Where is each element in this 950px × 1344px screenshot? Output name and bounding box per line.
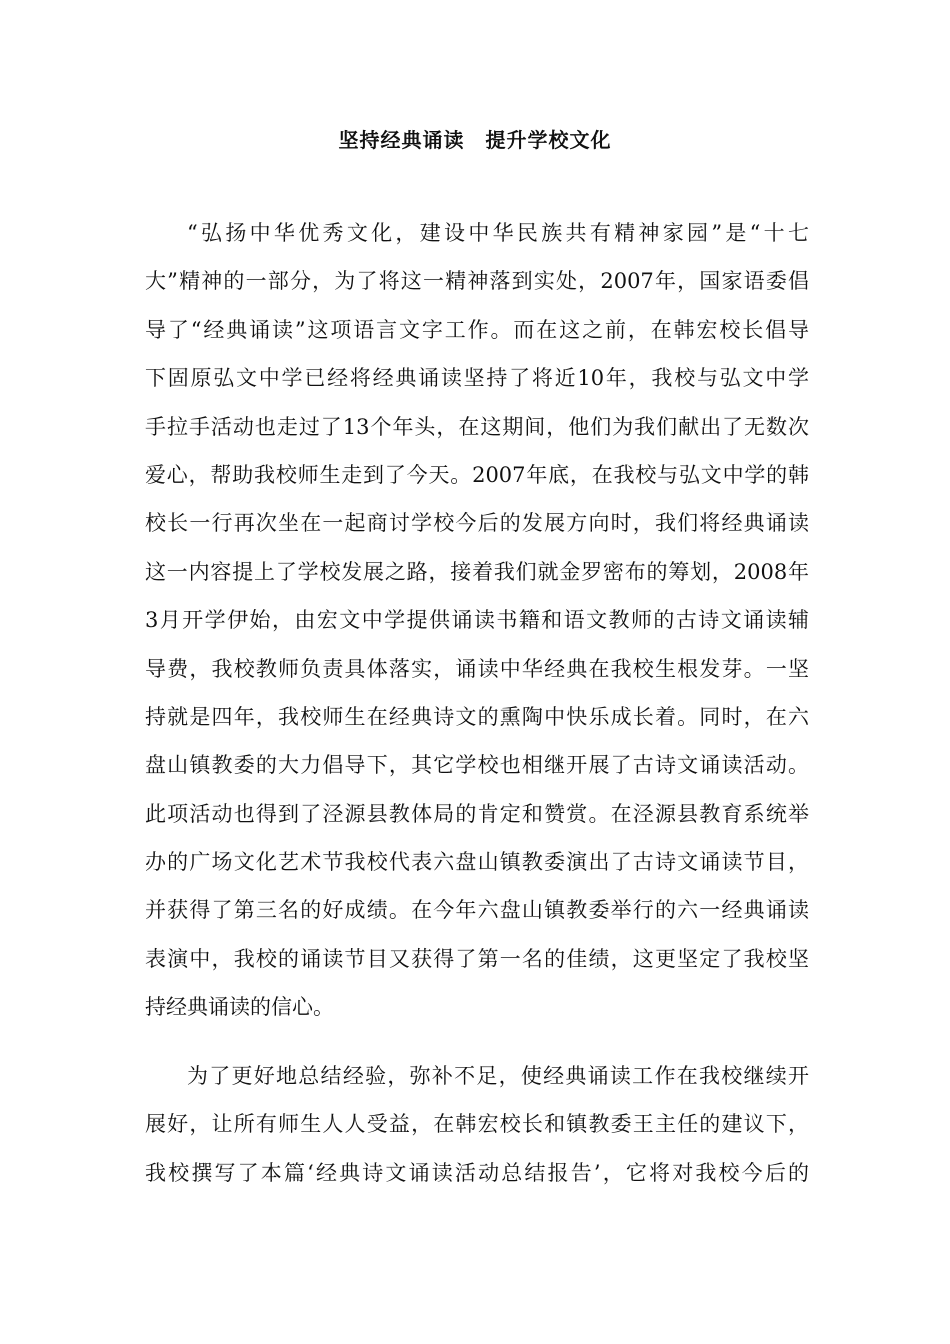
paragraph-line: 导了“经典诵读”这项语言文字工作。而在这之前，在韩宏校长倡导 (145, 317, 809, 342)
paragraph-line: 此项活动也得到了泾源县教体局的肯定和赞赏。在泾源县教育系统举 (145, 801, 809, 826)
paragraph-line: 导费，我校教师负责具体落实，诵读中华经典在我校生根发芽。一坚 (145, 656, 809, 681)
document-title: 坚持经典诵读 提升学校文化 (338, 128, 612, 152)
paragraph-line: 展好，让所有师生人人受益，在韩宏校长和镇教委王主任的建议下， (145, 1112, 809, 1137)
paragraph-2 (145, 1052, 809, 1197)
paragraph-line: 为了更好地总结经验，弥补不足，使经典诵读工作在我校继续开 (187, 1064, 809, 1088)
paragraph-line: 大”精神的一部分，为了将这一精神落到实处，2007年，国家语委倡 (145, 269, 809, 294)
paragraph-line: 下固原弘文中学已经将经典诵读坚持了将近10年，我校与弘文中学 (145, 366, 809, 391)
paragraph-line: 盘山镇教委的大力倡导下，其它学校也相继开展了古诗文诵读活动。 (145, 753, 809, 778)
paragraph-line: 3月开学伊始，由宏文中学提供诵读书籍和语文教师的古诗文诵读辅 (145, 608, 809, 633)
paragraph-1 (145, 209, 809, 1032)
paragraph-line: 手拉手活动也走过了13个年头，在这期间，他们为我们献出了无数次 (145, 414, 809, 439)
paragraph-line: 这一内容提上了学校发展之路，接着我们就金罗密布的筹划，2008年 (145, 559, 809, 584)
paragraph-line: 办的广场文化艺术节我校代表六盘山镇教委演出了古诗文诵读节目， (145, 850, 809, 875)
paragraph-line: 并获得了第三名的好成绩。在今年六盘山镇教委举行的六一经典诵读 (145, 898, 809, 923)
paragraph-line: 爱心，帮助我校师生走到了今天。2007年底，在我校与弘文中学的韩 (145, 462, 809, 487)
paragraph-line: 持经典诵读的信心。 (145, 995, 334, 1020)
paragraph-line: 持就是四年，我校师生在经典诗文的熏陶中快乐成长着。同时，在六 (145, 704, 809, 729)
paragraph-line: 我校撰写了本篇‘经典诗文诵读活动总结报告’，它将对我校今后的 (145, 1160, 809, 1185)
paragraph-line: “弘扬中华优秀文化，建设中华民族共有精神家园”是“十七 (187, 221, 809, 245)
paragraph-line: 表演中，我校的诵读节目又获得了第一名的佳绩，这更坚定了我校坚 (145, 946, 809, 971)
paragraph-line: 校长一行再次坐在一起商讨学校今后的发展方向时，我们将经典诵读 (145, 511, 809, 536)
